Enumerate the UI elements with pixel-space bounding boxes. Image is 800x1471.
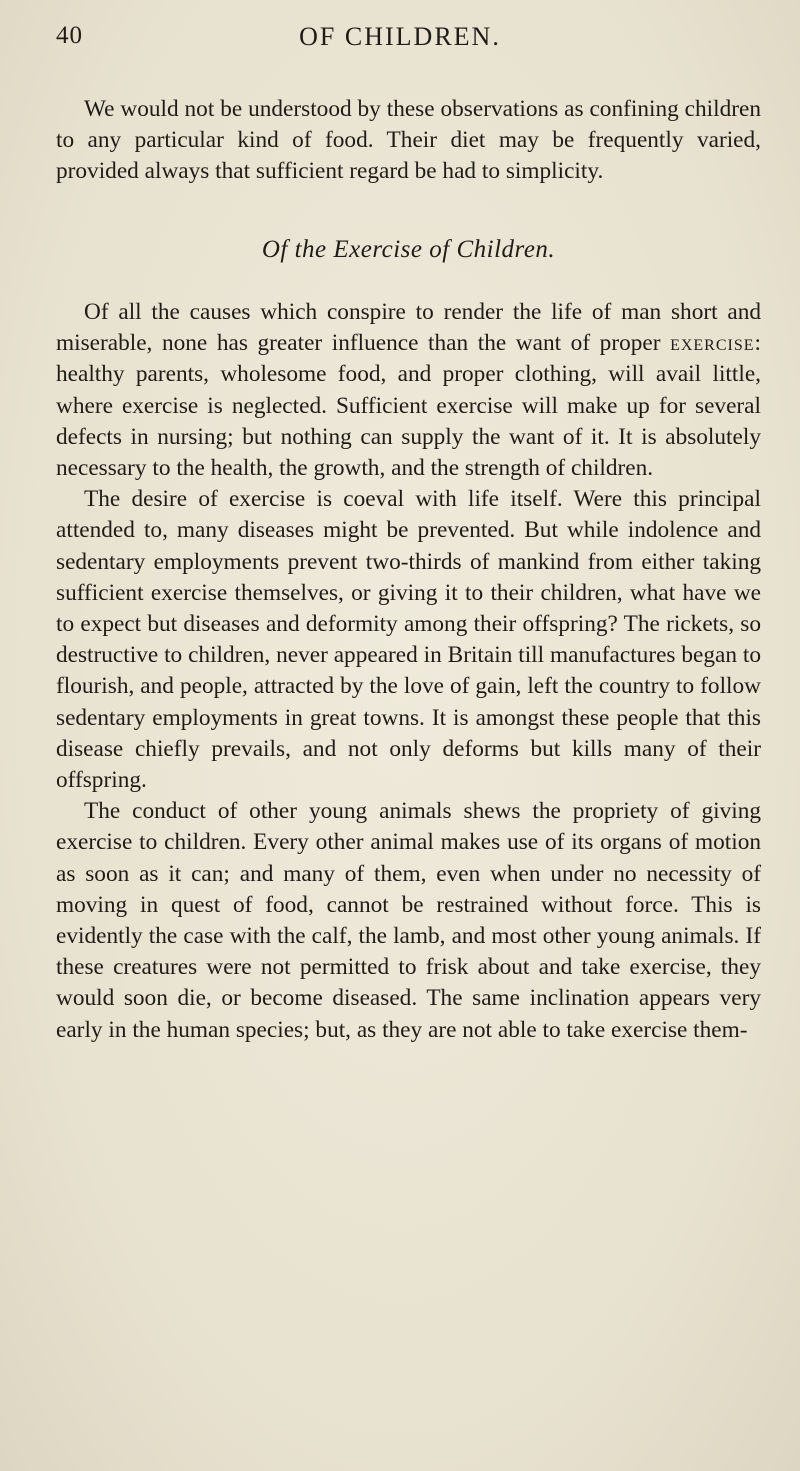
intro-paragraph: We would not be understood by these observations as confining children to any particular kind of food. Their diet may be frequently varied, provided always that sufficient regard be had to simplicity. xyxy=(56,96,761,185)
emphasis-exercise: exercise xyxy=(670,330,755,357)
section-body xyxy=(56,297,761,1046)
running-title: OF CHILDREN. xyxy=(299,22,501,51)
paragraph-1-end: : healthy parents, wholesome food, and proper clothing, will avail little, where exercise is neglected. Sufficient exercise will make up for several defects in nursing; but nothing can supply the want of it. It is absolutely necessary to the health, the growth, and the strength of children. xyxy=(56,330,761,482)
section-heading: Of the Exercise of Children. xyxy=(261,236,556,263)
intro-text xyxy=(56,94,761,188)
paragraph-1 xyxy=(56,297,761,484)
page-number: 40 xyxy=(56,22,83,49)
paragraph-2: The desire of exercise is coeval with life itself. Were this principal attended to, many diseases might be prevented. But while indolence and sedentary employments prevent two-thirds of mankind from either taking sufficient exercise themselves, or giving it to their children, what have we to expect but diseases and deformity among their offspring? The rickets, so destructive to children, never appeared in Britain till manufactures began to flourish, and people, attracted by the love of gain, left the country to follow sedentary employments in great towns. It is amongst these people that this disease chiefly prevails, and not only deforms but kills many of their offspring. xyxy=(56,486,761,794)
running-head xyxy=(56,22,744,62)
paragraph-3: The conduct of other young animals shews the propriety of giving exercise to children. Every other animal makes use of its organs of motion as soon as it can; and many of them, even when under no necessity of moving in quest of food, cannot be restrained without force. This is evidently the case with the calf, the lamb, and most other young animals. If these creatures were not permitted to frisk about and take exercise, they would soon die, or become diseased. The same inclination appears very early in the human species; but, as they are not able to take exercise them- xyxy=(56,798,761,1043)
paragraph-1-start: Of all the causes which conspire to render the life of man short and miserable, none has greater influence than the want of proper xyxy=(56,299,761,357)
